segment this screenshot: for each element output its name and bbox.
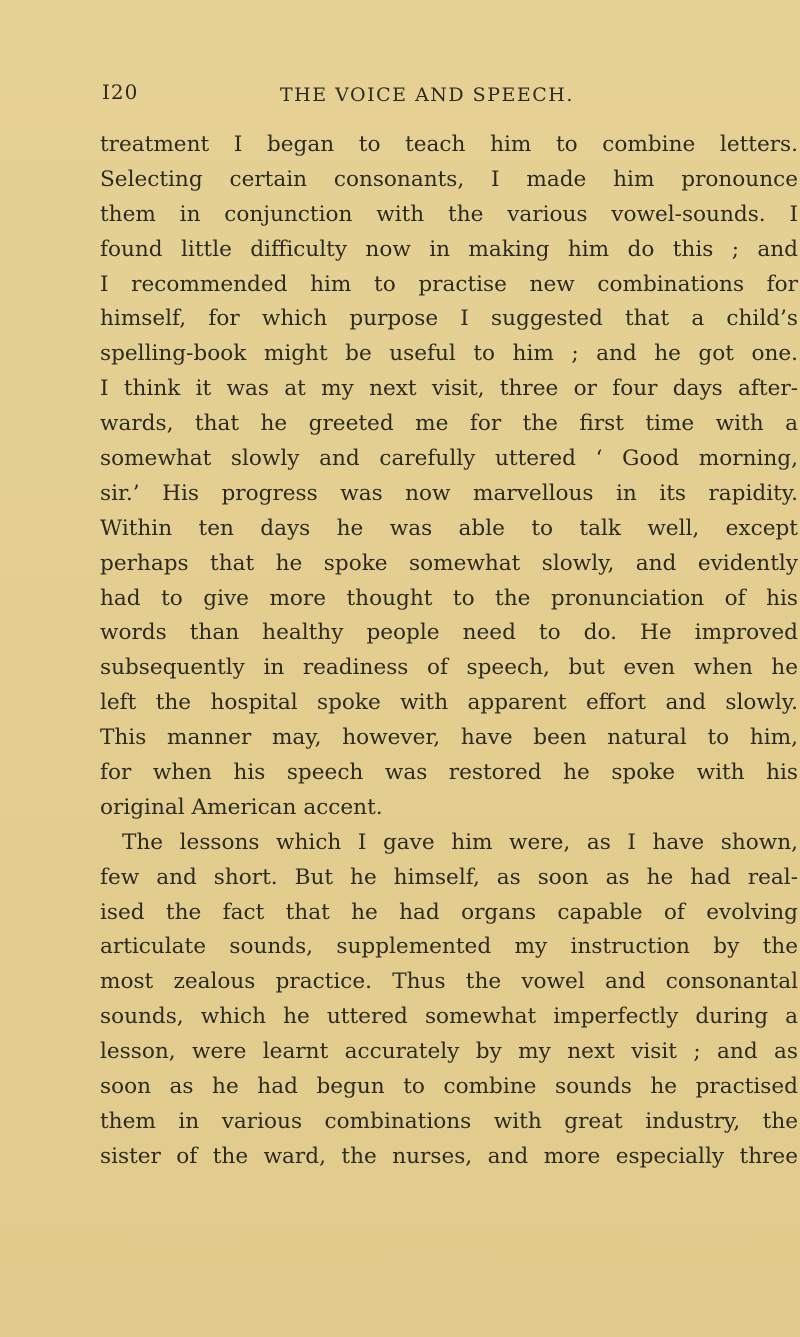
text-line: original American accent. xyxy=(100,794,383,820)
text-line: himself, for which purpose I suggested that a child’s xyxy=(100,306,798,332)
text-line: words than healthy people need to do. He improved xyxy=(100,620,798,646)
text-line: wards, that he greeted me for the first time with a xyxy=(100,411,798,437)
text-line: lesson, were learnt accurately by my next visit ; and as xyxy=(100,1039,798,1065)
text-line: treatment I began to teach him to combine letters. xyxy=(100,132,798,157)
text-line: soon as he had begun to combine sounds he practised xyxy=(100,1074,798,1100)
text-line: ised the fact that he had organs capable of evolving xyxy=(100,899,798,925)
text-line: most zealous practice. Thus the vowel and consonantal xyxy=(100,969,798,995)
running-title: THE VOICE AND SPEECH. xyxy=(280,84,574,106)
text-line: for when his speech was restored he spoke with his xyxy=(100,760,798,786)
body-text xyxy=(100,128,798,1175)
text-line: had to give more thought to the pronunciation of his xyxy=(100,585,798,611)
text-line: somewhat slowly and carefully uttered ‘ Good morning, xyxy=(100,446,798,472)
text-line: them in various combinations with great industry, the xyxy=(100,1108,798,1134)
text-line: articulate sounds, supplemented my instruction by the xyxy=(100,934,798,960)
text-line: sir.’ His progress was now marvellous in its rapidity. xyxy=(100,480,798,506)
text-line: found little difficulty now in making him do this ; and xyxy=(100,236,798,262)
text-line: I think it was at my next visit, three or four days after- xyxy=(100,376,798,402)
text-line: Selecting certain consonants, I made him pronounce xyxy=(100,166,798,192)
text-line: perhaps that he spoke somewhat slowly, and evidently xyxy=(100,550,798,576)
text-line: I recommended him to practise new combinations for xyxy=(100,271,798,297)
text-line: subsequently in readiness of speech, but even when he xyxy=(100,655,798,681)
page-header xyxy=(102,80,662,112)
text-line: The lessons which I gave him were, as I have shown, xyxy=(122,829,798,855)
text-line: few and short. But he himself, as soon as he had real- xyxy=(100,864,798,890)
text-line: left the hospital spoke with apparent effort and slowly. xyxy=(100,690,798,716)
text-line: spelling-book might be useful to him ; and he got one. xyxy=(100,341,798,367)
text-line: sounds, which he uttered somewhat imperfectly during a xyxy=(100,1004,798,1030)
text-line: them in conjunction with the various vowel-sounds. I xyxy=(100,201,798,227)
text-line: This manner may, however, have been natural to him, xyxy=(100,725,798,751)
page-number: I20 xyxy=(102,80,139,104)
text-line: Within ten days he was able to talk well, except xyxy=(100,515,798,541)
text-line: sister of the ward, the nurses, and more especially three xyxy=(100,1143,798,1169)
